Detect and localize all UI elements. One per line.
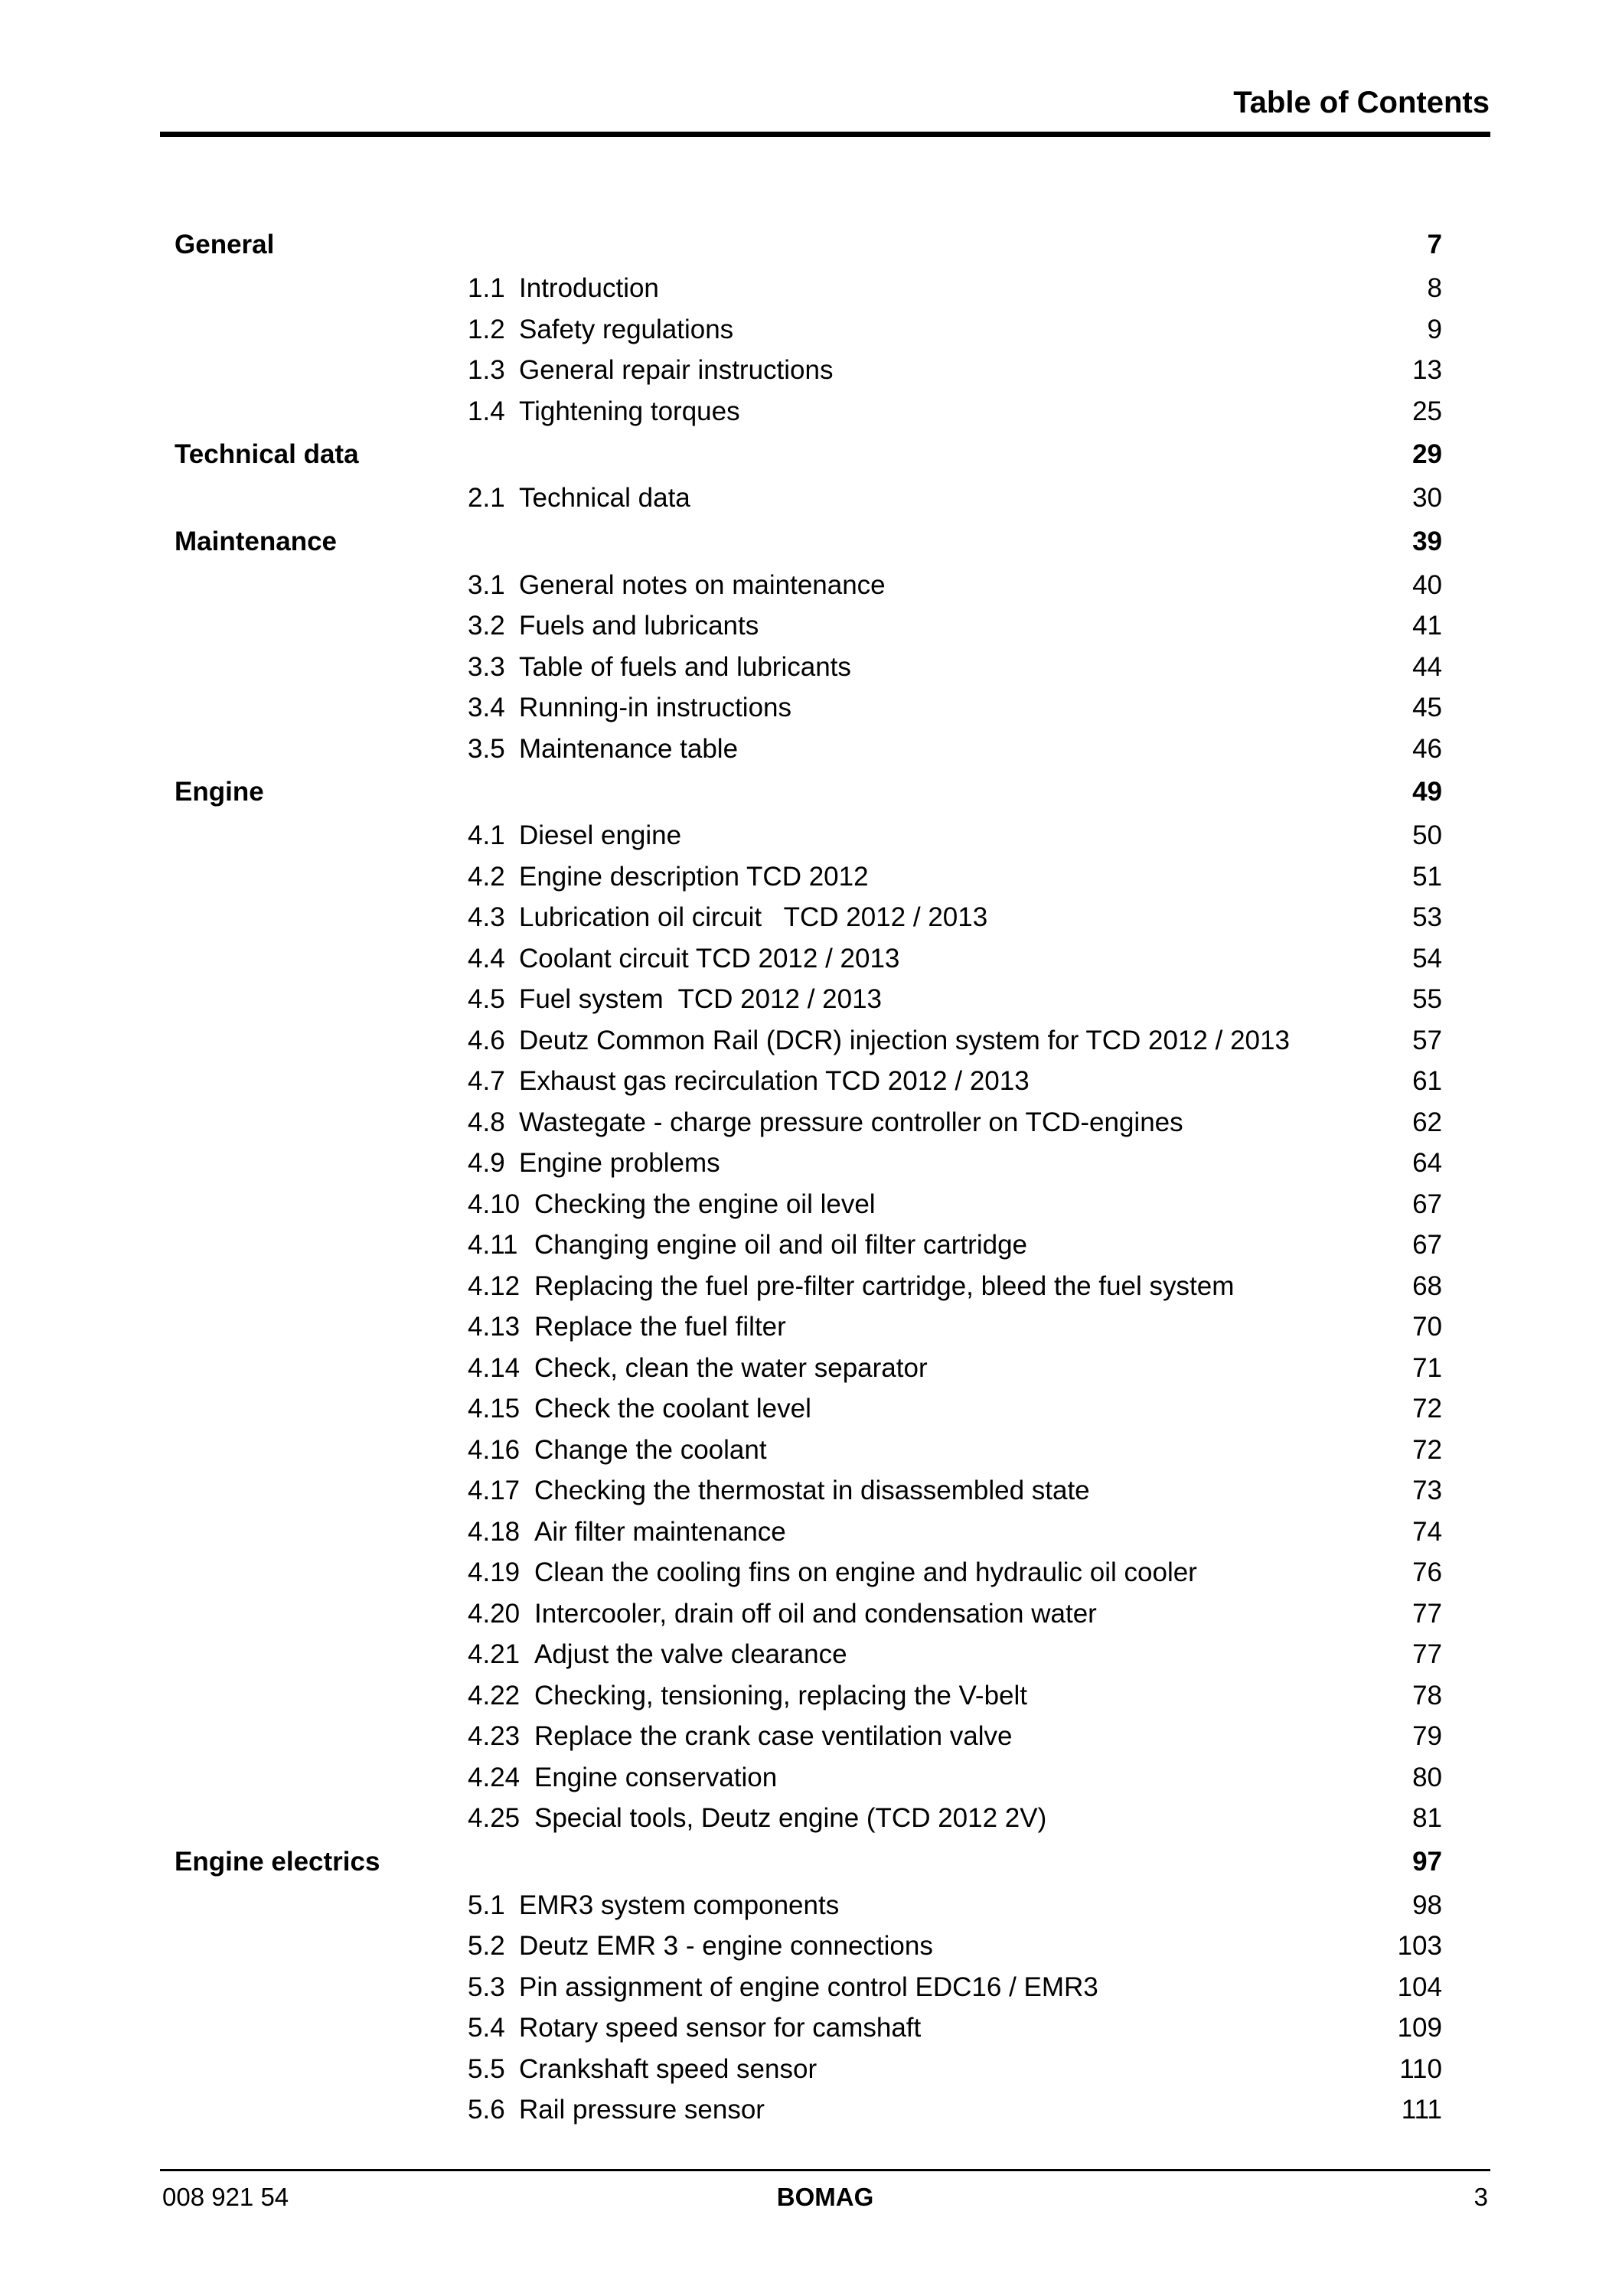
toc-entry[interactable]	[175, 1306, 1442, 1348]
entry-number: 4.9	[468, 1148, 505, 1178]
toc-entry[interactable]	[175, 1675, 1442, 1717]
toc-entry[interactable]	[175, 1388, 1442, 1430]
entry-page: 73	[1412, 1476, 1442, 1505]
entry-title: Diesel engine	[519, 820, 682, 850]
entry-page: 74	[1412, 1516, 1442, 1547]
toc-entry[interactable]	[175, 1020, 1442, 1062]
entry-title: General notes on maintenance	[519, 569, 886, 600]
toc-chapter[interactable]	[175, 769, 1442, 815]
entry-page: 46	[1412, 733, 1442, 764]
entry-title: Replace the fuel filter	[534, 1312, 786, 1342]
toc-entry[interactable]	[175, 1926, 1442, 1967]
entry-page: 78	[1412, 1680, 1442, 1711]
entry-number: 3.1	[468, 569, 505, 600]
entry-title: Rotary speed sensor for camshaft	[519, 2013, 922, 2043]
toc-entry[interactable]	[175, 1593, 1442, 1635]
entry-number: 4.3	[468, 902, 505, 932]
toc-entry[interactable]	[175, 1552, 1442, 1593]
entry-number: 4.20	[468, 1598, 521, 1629]
chapter-title: Engine	[175, 777, 264, 807]
brand-name: BOMAG	[776, 2183, 874, 2211]
entry-page: 67	[1412, 1230, 1442, 1260]
toc-entry[interactable]	[175, 1061, 1442, 1102]
entry-page: 98	[1412, 1890, 1442, 1920]
toc-entry[interactable]	[175, 605, 1442, 647]
entry-title: Wastegate - charge pressure controller on TCD-engines	[519, 1107, 1183, 1137]
entry-page: 81	[1412, 1803, 1442, 1833]
entry-page: 109	[1397, 2013, 1442, 2043]
entry-number: 1.2	[468, 314, 505, 344]
chapter-title: Technical data	[175, 439, 359, 469]
entry-number: 5.4	[468, 2013, 505, 2043]
entry-title: Changing engine oil and oil filter cartridge	[534, 1230, 1028, 1260]
entry-number: 4.10	[468, 1189, 521, 1219]
entry-page: 51	[1412, 861, 1442, 892]
toc-entry[interactable]	[175, 1512, 1442, 1553]
entry-page: 77	[1412, 1639, 1442, 1669]
entry-title: Crankshaft speed sensor	[519, 2053, 818, 2084]
toc-entry[interactable]	[175, 1184, 1442, 1225]
toc-entry[interactable]	[175, 268, 1442, 309]
entry-page: 104	[1397, 1971, 1442, 2002]
entry-title: Lubrication oil circuit TCD 2012 / 2013	[519, 902, 988, 932]
entry-title: General repair instructions	[519, 355, 834, 385]
entry-number: 4.24	[468, 1762, 521, 1792]
toc-entry[interactable]	[175, 1967, 1442, 2008]
entry-number: 4.5	[468, 984, 505, 1014]
entry-number: 5.2	[468, 1931, 505, 1961]
toc-entry[interactable]	[175, 2089, 1442, 2131]
toc-entry[interactable]	[175, 897, 1442, 938]
entry-title: Checking the thermostat in disassembled state	[534, 1476, 1090, 1505]
entry-page: 44	[1412, 651, 1442, 682]
entry-title: Check the coolant level	[534, 1394, 811, 1424]
entry-page: 40	[1412, 569, 1442, 600]
toc-entry[interactable]	[175, 1348, 1442, 1389]
entry-title: Engine conservation	[534, 1762, 778, 1792]
entry-title: Introduction	[519, 273, 659, 303]
entry-number: 4.12	[468, 1270, 521, 1301]
entry-page: 77	[1412, 1598, 1442, 1629]
entry-title: Checking the engine oil level	[534, 1189, 876, 1219]
toc-entry[interactable]	[175, 729, 1442, 770]
chapter-title: General	[175, 230, 275, 259]
toc-entry[interactable]	[175, 1757, 1442, 1799]
page-title: Table of Contents	[1233, 86, 1490, 119]
entry-page: 57	[1412, 1025, 1442, 1055]
toc-entry[interactable]	[175, 350, 1442, 391]
toc-entry[interactable]	[175, 1798, 1442, 1839]
entry-title: Deutz Common Rail (DCR) injection system for TCD 2012 / 2013	[519, 1025, 1290, 1055]
chapter-page: 29	[1412, 439, 1442, 469]
entry-page: 61	[1412, 1066, 1442, 1096]
entry-number: 3.3	[468, 651, 505, 682]
entry-number: 5.1	[468, 1890, 505, 1920]
chapter-page: 97	[1412, 1846, 1442, 1877]
toc-entry[interactable]	[175, 1716, 1442, 1757]
entry-page: 80	[1412, 1762, 1442, 1792]
entry-number: 4.18	[468, 1516, 521, 1547]
entry-title: Adjust the valve clearance	[534, 1639, 847, 1669]
entry-page: 72	[1412, 1434, 1442, 1465]
entry-number: 4.22	[468, 1680, 521, 1711]
toc-entry[interactable]	[175, 565, 1442, 606]
entry-page: 76	[1412, 1557, 1442, 1587]
chapter-title: Engine electrics	[175, 1846, 380, 1877]
entry-page: 45	[1412, 693, 1442, 722]
toc-entry[interactable]	[175, 478, 1442, 519]
entry-title: Checking, tensioning, replacing the V-belt	[534, 1680, 1028, 1711]
toc-entry[interactable]	[175, 391, 1442, 432]
entry-title: Replace the crank case ventilation valve	[534, 1721, 1013, 1751]
toc-entry[interactable]	[175, 309, 1442, 351]
chapter-title: Maintenance	[175, 526, 337, 556]
entry-page: 71	[1412, 1352, 1442, 1383]
entry-number: 4.16	[468, 1434, 521, 1465]
entry-title: Deutz EMR 3 - engine connections	[519, 1931, 933, 1961]
entry-number: 4.7	[468, 1066, 505, 1096]
entry-title: Change the coolant	[534, 1434, 767, 1465]
toc-entry[interactable]	[175, 1634, 1442, 1675]
entry-number: 4.13	[468, 1312, 521, 1342]
table-of-contents	[175, 222, 1442, 2131]
entry-page: 41	[1412, 611, 1442, 641]
page-footer	[160, 2180, 1490, 2215]
chapter-page: 7	[1427, 230, 1442, 259]
entry-page: 70	[1412, 1312, 1442, 1342]
entry-number: 1.4	[468, 396, 505, 426]
toc-entry[interactable]	[175, 647, 1442, 688]
toc-entry[interactable]	[175, 1470, 1442, 1512]
entry-title: Replacing the fuel pre-filter cartridge, bleed the fuel system	[534, 1270, 1235, 1301]
toc-chapter[interactable]	[175, 519, 1442, 565]
entry-title: Engine description TCD 2012	[519, 861, 869, 892]
entry-number: 3.4	[468, 693, 505, 722]
entry-number: 5.6	[468, 2095, 505, 2125]
entry-number: 4.23	[468, 1721, 521, 1751]
entry-page: 8	[1427, 273, 1442, 303]
entry-page: 54	[1412, 943, 1442, 974]
entry-title: Exhaust gas recirculation TCD 2012 / 2013	[519, 1066, 1030, 1096]
entry-page: 103	[1397, 1931, 1442, 1961]
entry-page: 64	[1412, 1148, 1442, 1178]
entry-title: Intercooler, drain off oil and condensation water	[534, 1598, 1097, 1629]
entry-title: Engine problems	[519, 1148, 720, 1178]
entry-title: Clean the cooling fins on engine and hydraulic oil cooler	[534, 1557, 1197, 1587]
entry-number: 3.2	[468, 611, 505, 641]
header-rule	[160, 132, 1490, 137]
entry-number: 5.3	[468, 1971, 505, 2002]
entry-number: 4.4	[468, 943, 505, 974]
entry-title: Pin assignment of engine control EDC16 / EMR3	[519, 1971, 1098, 2002]
entry-number: 3.5	[468, 733, 505, 764]
entry-number: 1.1	[468, 273, 505, 303]
entry-number: 4.6	[468, 1025, 505, 1055]
toc-entry[interactable]	[175, 1143, 1442, 1184]
toc-entry[interactable]	[175, 979, 1442, 1020]
entry-number: 4.1	[468, 820, 505, 850]
document-number: 008 921 54	[162, 2183, 289, 2211]
entry-page: 110	[1399, 2053, 1442, 2084]
entry-title: Technical data	[519, 483, 690, 513]
toc-entry[interactable]	[175, 1225, 1442, 1266]
entry-title: Fuels and lubricants	[519, 611, 759, 641]
entry-title: Table of fuels and lubricants	[519, 651, 851, 682]
entry-number: 4.11	[468, 1230, 518, 1260]
entry-page: 79	[1412, 1721, 1442, 1751]
entry-title: Coolant circuit TCD 2012 / 2013	[519, 943, 900, 974]
entry-page: 67	[1412, 1189, 1442, 1219]
entry-number: 4.17	[468, 1476, 521, 1505]
entry-title: Check, clean the water separator	[534, 1352, 928, 1383]
entry-title: Running-in instructions	[519, 693, 792, 722]
chapter-page: 39	[1412, 526, 1442, 556]
entry-title: Safety regulations	[519, 314, 734, 344]
toc-chapter[interactable]	[175, 222, 1442, 268]
toc-entry[interactable]	[175, 815, 1442, 856]
entry-page: 72	[1412, 1394, 1442, 1424]
entry-number: 4.15	[468, 1394, 521, 1424]
entry-page: 50	[1412, 820, 1442, 850]
toc-chapter[interactable]	[175, 432, 1442, 478]
entry-number: 5.5	[468, 2053, 505, 2084]
entry-page: 62	[1412, 1107, 1442, 1137]
entry-page: 25	[1412, 396, 1442, 426]
entry-number: 2.1	[468, 483, 505, 513]
entry-number: 4.8	[468, 1107, 505, 1137]
toc-entry[interactable]	[175, 1430, 1442, 1471]
chapter-page: 49	[1412, 777, 1442, 807]
entry-title: Air filter maintenance	[534, 1516, 786, 1547]
entry-page: 55	[1412, 984, 1442, 1014]
entry-title: Rail pressure sensor	[519, 2095, 765, 2125]
entry-number: 4.25	[468, 1803, 521, 1833]
toc-entry[interactable]	[175, 938, 1442, 980]
entry-page: 53	[1412, 902, 1442, 932]
entry-number: 4.19	[468, 1557, 521, 1587]
entry-page: 13	[1412, 355, 1442, 385]
toc-entry[interactable]	[175, 2007, 1442, 2049]
toc-entry[interactable]	[175, 1102, 1442, 1143]
entry-number: 4.2	[468, 861, 505, 892]
entry-page: 30	[1412, 483, 1442, 513]
toc-entry[interactable]	[175, 2049, 1442, 2090]
entry-title: Maintenance table	[519, 733, 739, 764]
page-number: 3	[1474, 2183, 1488, 2211]
footer-rule	[160, 2169, 1490, 2171]
entry-number: 1.3	[468, 355, 505, 385]
toc-entry[interactable]	[175, 687, 1442, 729]
toc-chapter[interactable]	[175, 1839, 1442, 1885]
entry-page: 111	[1401, 2095, 1442, 2125]
entry-page: 9	[1427, 314, 1442, 344]
entry-title: Tightening torques	[519, 396, 740, 426]
toc-entry[interactable]	[175, 856, 1442, 898]
entry-title: Special tools, Deutz engine (TCD 2012 2V)	[534, 1803, 1047, 1833]
entry-title: Fuel system TCD 2012 / 2013	[519, 984, 883, 1014]
entry-page: 68	[1412, 1270, 1442, 1301]
entry-number: 4.14	[468, 1352, 521, 1383]
entry-title: EMR3 system components	[519, 1890, 840, 1920]
entry-number: 4.21	[468, 1639, 521, 1669]
toc-entry[interactable]	[175, 1266, 1442, 1307]
toc-entry[interactable]	[175, 1885, 1442, 1926]
